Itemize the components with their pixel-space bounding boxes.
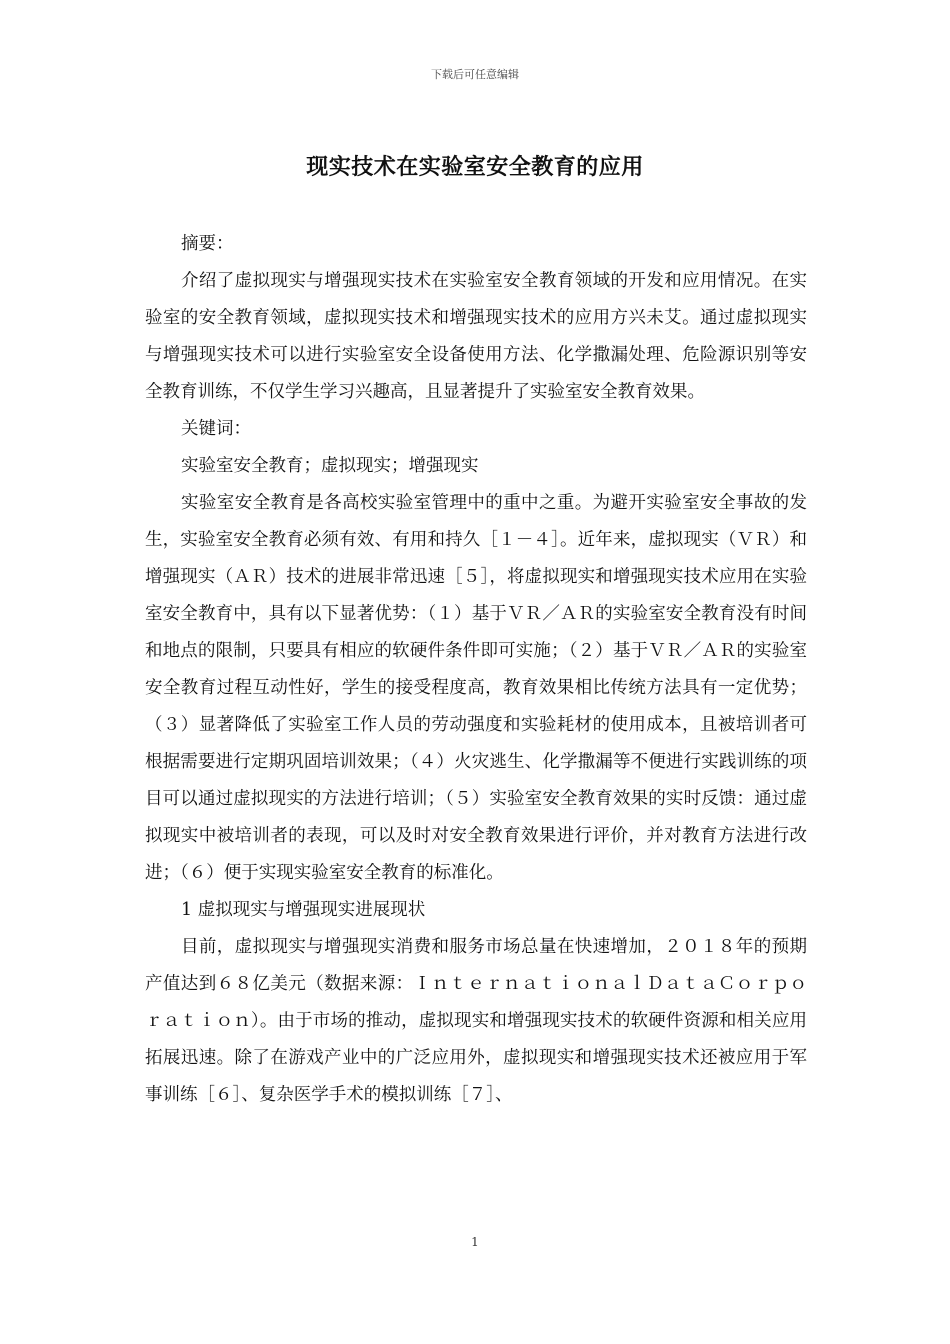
document-title: 现实技术在实验室安全教育的应用 [306,155,644,180]
page-number: 1 [471,1235,479,1249]
keywords-label: 关键词： [181,419,251,439]
section-1-paragraph: 目前，虚拟现实与增强现实消费和服务市场总量在快速增加，２０１８年的预期产值达到６８亿美元（数据来源：ＩｎｔｅｒｎａｔｉｏｎａｌＤａｔａＣｏｒｐｏｒａｔｉｏｎ）。由于市场的推动，虚拟现实和增强现实技术的软硬件资源和相关应用拓展迅速。除了在游戏产业中的广泛应用外，虚拟现实和增强现实技术还被应用于军事训练［６］、复杂医学手术的模拟训练［７］、 [145,937,807,1105]
page-header-note: 下载后可任意编辑 [431,68,519,81]
keywords-paragraph: 实验室安全教育；虚拟现实；增强现实 [181,456,479,476]
section-1-heading: 1 虚拟现实与增强现实进展现状 [181,900,426,920]
document-body [145,226,807,1114]
intro-paragraph: 实验室安全教育是各高校实验室管理中的重中之重。为避开实验室安全事故的发生，实验室安全教育必须有效、有用和持久［１－４］。近年来，虚拟现实（ＶＲ）和增强现实（ＡＲ）技术的进展非常迅速［５］，将虚拟现实和增强现实技术应用在实验室安全教育中，具有以下显著优势：（１）基于ＶＲ／ＡＲ的实验室安全教育没有时间和地点的限制，只要具有相应的软硬件条件即可实施；（２）基于ＶＲ／ＡＲ的实验室安全教育过程互动性好，学生的接受程度高，教育效果相比传统方法具有一定优势；（３）显著降低了实验室工作人员的劳动强度和实验耗材的使用成本，且被培训者可根据需要进行定期巩固培训效果；（４）火灾逃生、化学撒漏等不便进行实践训练的项目可以通过虚拟现实的方法进行培训；（５）实验室安全教育效果的实时反馈：通过虚拟现实中被培训者的表现，可以及时对安全教育效果进行评价，并对教育方法进行改进；（６）便于实现实验室安全教育的标准化。 [145,493,807,883]
abstract-paragraph: 介绍了虚拟现实与增强现实技术在实验室安全教育领域的开发和应用情况。在实验室的安全教育领域，虚拟现实技术和增强现实技术的应用方兴未艾。通过虚拟现实与增强现实技术可以进行实验室安全设备使用方法、化学撒漏处理、危险源识别等安全教育训练，不仅学生学习兴趣高，且显著提升了实验室安全教育效果。 [145,271,807,402]
abstract-label: 摘要： [181,234,234,254]
